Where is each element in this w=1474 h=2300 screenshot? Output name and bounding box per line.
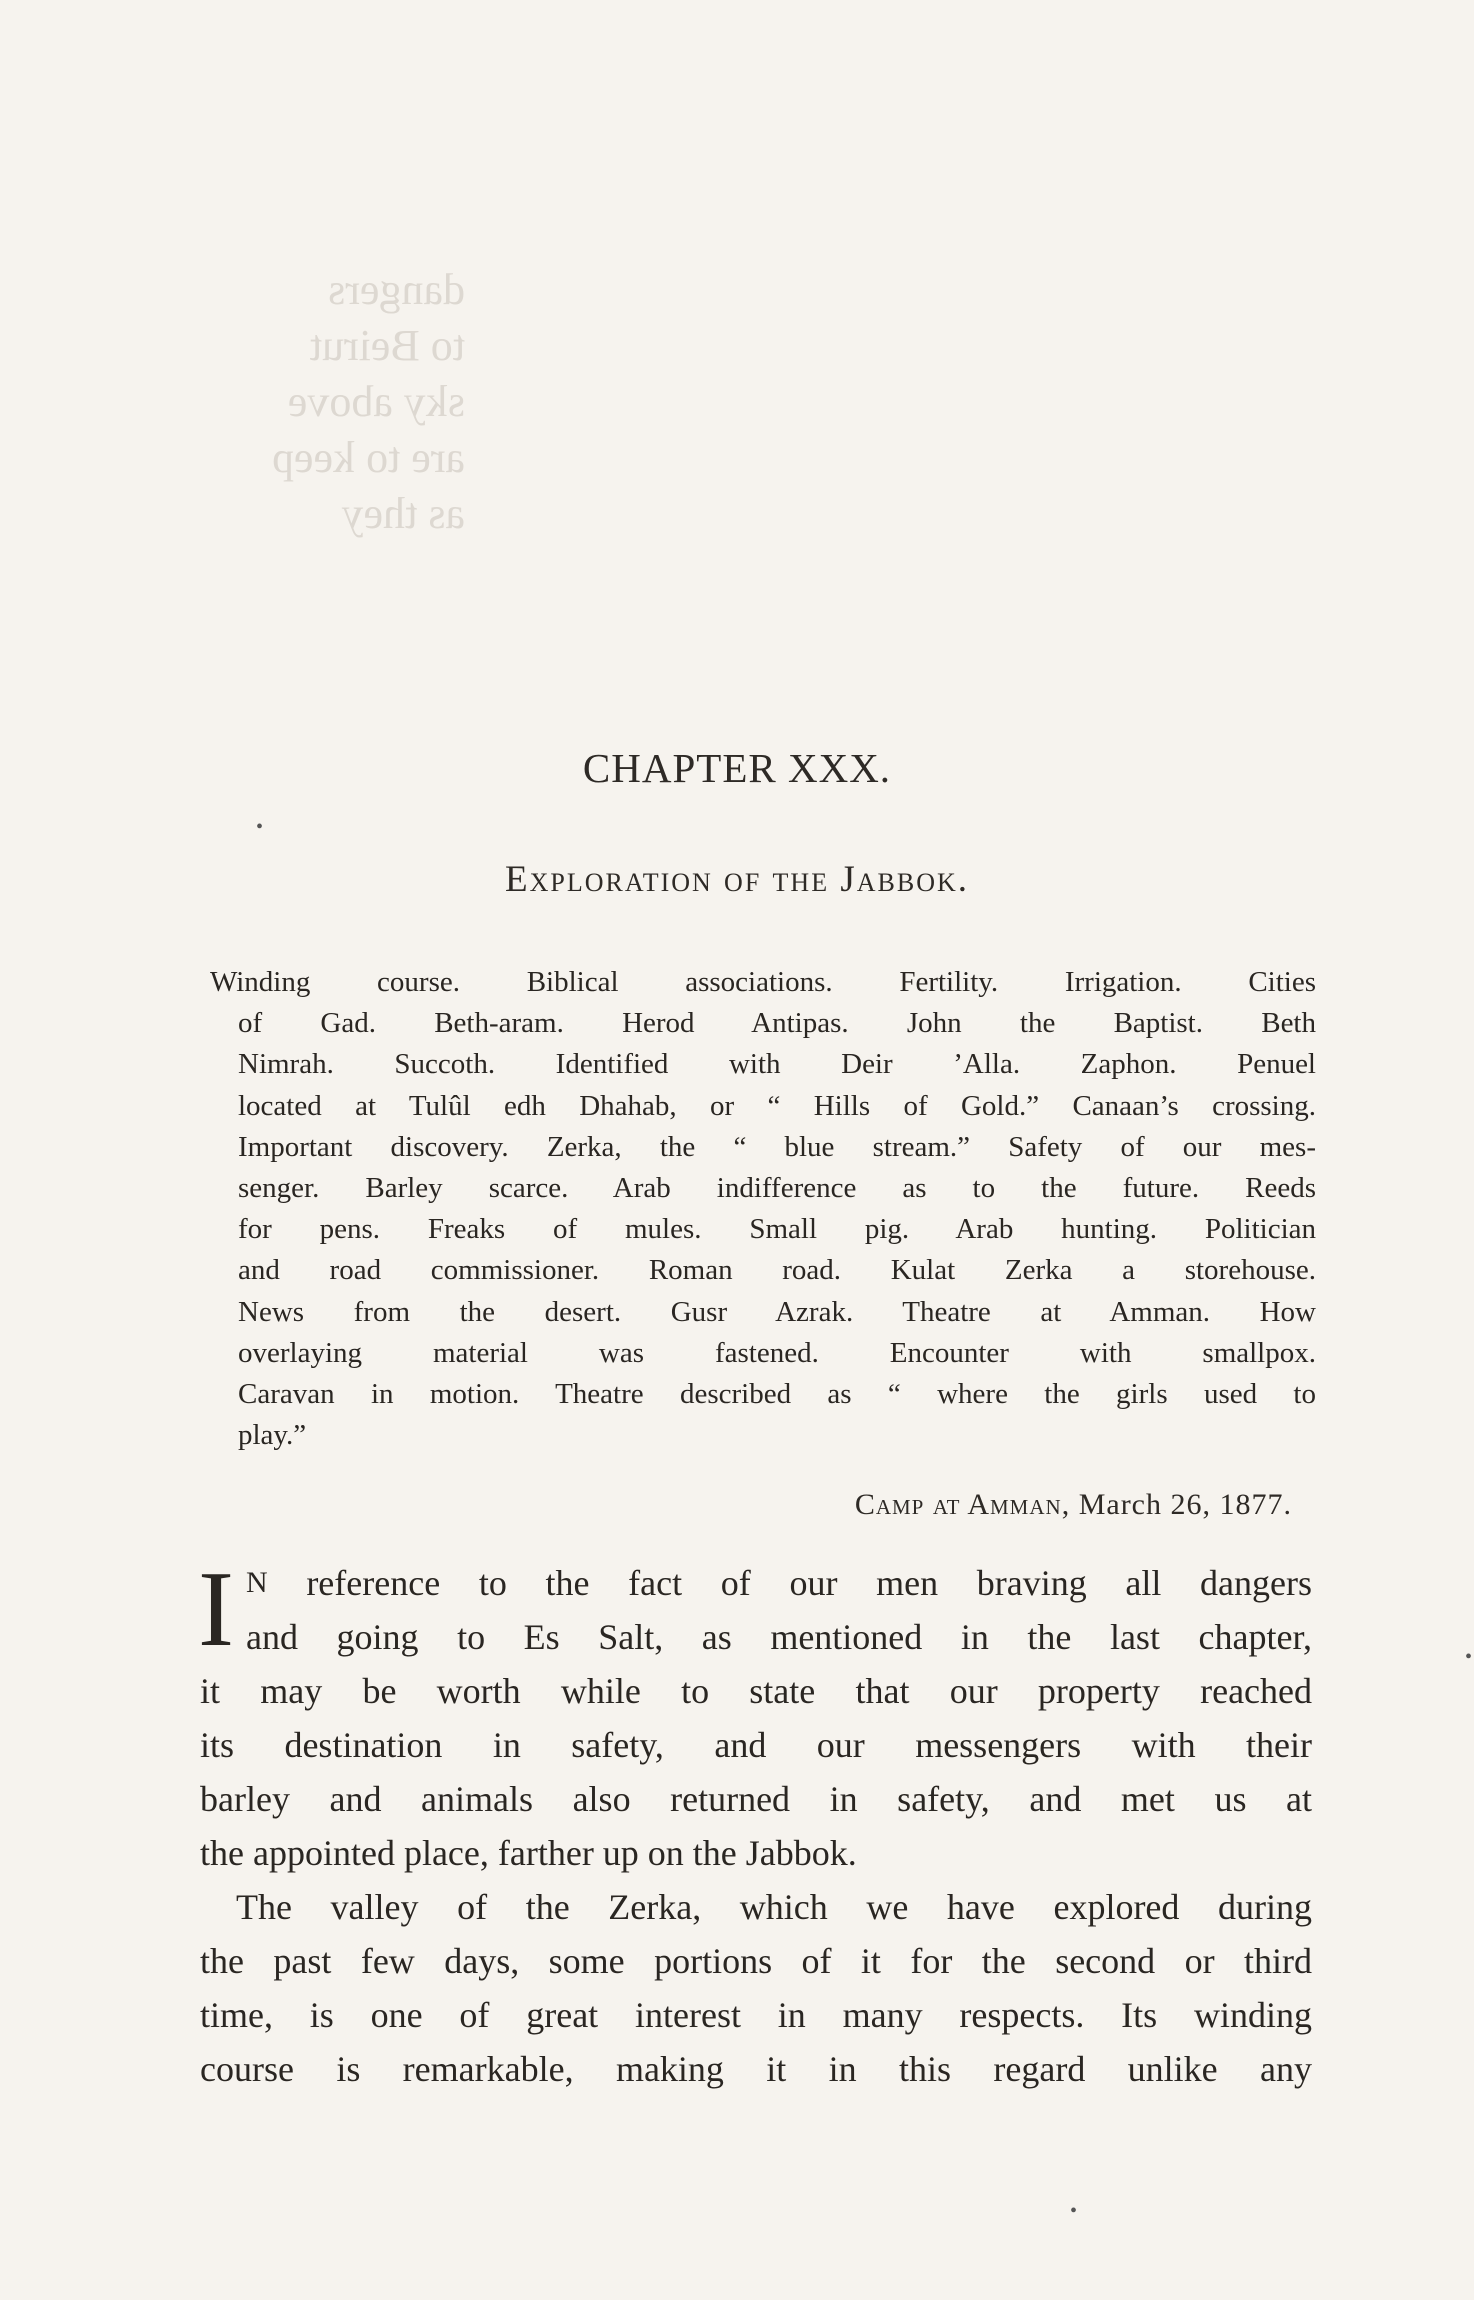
paragraph-1 [198,1550,1312,1880]
bleed-through-text [205,262,465,542]
dateline-date: March 26, 1877. [1078,1488,1292,1521]
body-line: its destination in safety, and our messengers with their [200,1725,1312,1765]
summary-line: Nimrah. Succoth. Identified with Deir ’Alla. Zaphon. Penuel [238,1048,1316,1081]
bleed-line: as they [341,489,465,538]
summary-line: overlaying material was fastened. Encounter with smallpox. [238,1336,1316,1369]
chapter-subtitle: Exploration of the Jabbok. [504,859,969,900]
chapter-summary [210,962,1316,1456]
body-line: and going to Es Salt, as mentioned in the last chapter, [245,1617,1312,1657]
summary-line: Important discovery. Zerka, the “ blue stream.” Safety of our mes- [238,1130,1316,1163]
body-line: it may be worth while to state that our property reached [200,1671,1312,1711]
bleed-line: to Beirut [309,321,465,370]
summary-line: of Gad. Beth-aram. Herod Antipas. John the Baptist. Beth [238,1007,1316,1040]
body-line-text: reference to the fact of our men braving all dangers [306,1563,1312,1603]
summary-line: play.” [238,1419,307,1452]
body-line: barley and animals also returned in safety, and met us at [200,1779,1312,1819]
bleed-line: are to keep [272,433,465,482]
summary-line: Winding course. Biblical associations. Fertility. Irrigation. Cities [210,966,1316,998]
stray-mark: • [1070,2200,1078,2222]
small-caps-word: N [245,1566,268,1599]
summary-line: located at Tulûl edh Dhahab, or “ Hills of Gold.” Canaan’s crossing. [238,1089,1316,1122]
body-line: time, is one of great interest in many respects. Its winding [200,1995,1312,2035]
chapter-title: CHAPTER XXX. [582,745,892,791]
body-text [198,1550,1312,2096]
drop-cap: I [198,1550,234,1669]
bleed-line: dangers [328,265,465,314]
stray-mark: • [1465,1646,1473,1668]
body-line: course is remarkable, making it in this regard unlike any [200,2049,1312,2089]
summary-line: for pens. Freaks of mules. Small pig. Arab hunting. Politician [238,1213,1316,1246]
body-line [200,1556,1312,1610]
summary-line: senger. Barley scarce. Arab indifference as to the future. Reeds [238,1172,1316,1205]
body-line: The valley of the Zerka, which we have explored during [236,1887,1312,1927]
summary-line: and road commissioner. Roman road. Kulat Zerka a storehouse. [238,1254,1316,1287]
body-line: the past few days, some portions of it for the second or third [200,1941,1312,1981]
summary-line: Caravan in motion. Theatre described as “ where the girls used to [238,1378,1316,1411]
body-line: the appointed place, farther up on the Jabbok. [200,1833,857,1873]
stray-mark: • [256,816,264,838]
dateline [855,1488,1292,1522]
paragraph-2 [200,1880,1312,2096]
bleed-line: sky above [287,377,465,426]
dateline-place: Camp at Amman, [854,1488,1071,1521]
summary-line: News from the desert. Gusr Azrak. Theatre at Amman. How [238,1295,1316,1328]
